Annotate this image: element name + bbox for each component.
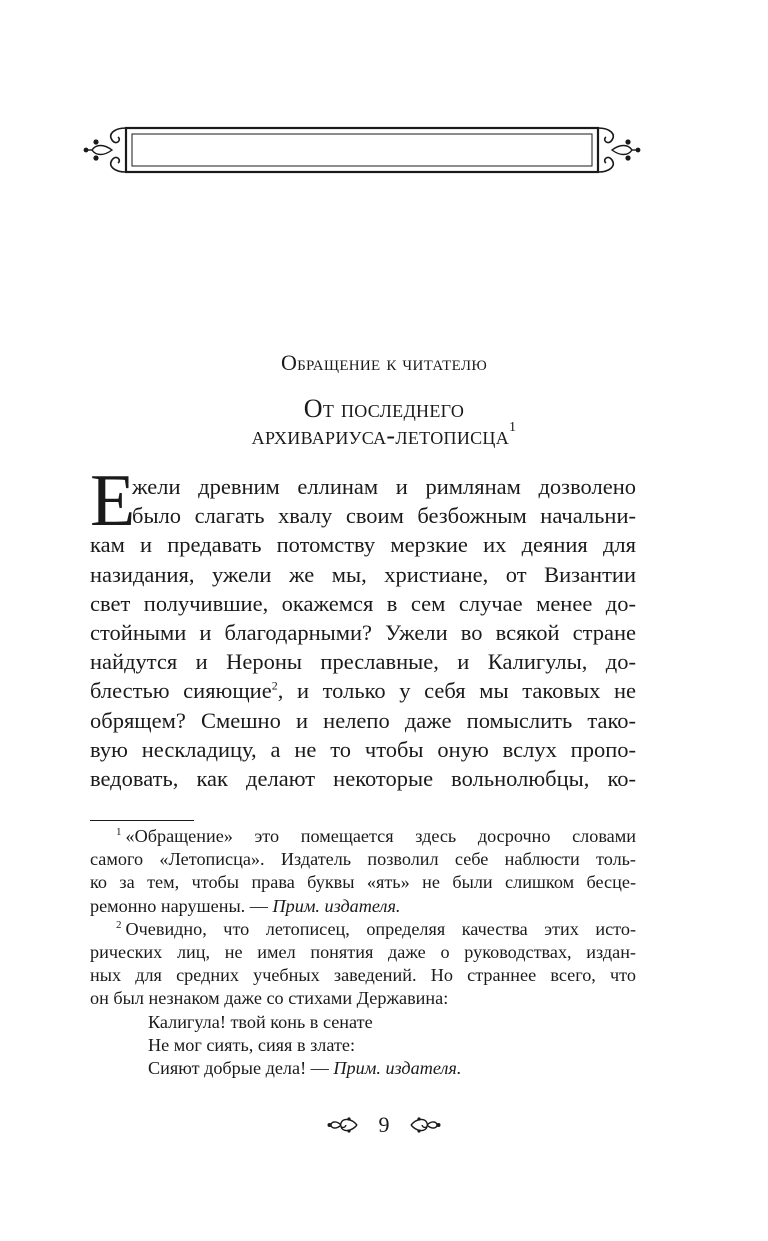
footnote-text: «Обращение» это помещается здесь досрочно словами (125, 826, 636, 846)
drop-cap: Е (90, 460, 136, 542)
footnote-2-number: 2 (116, 918, 122, 931)
body-line-part: блестью сияющие (90, 678, 272, 704)
footnotes (90, 825, 636, 1080)
right-flourish-icon (407, 1114, 441, 1136)
page-number: 9 (378, 1111, 390, 1137)
body-line: обрящем? Смешно и нелепо даже помыслить тако- (90, 707, 636, 733)
body-line: назидания, ужели же мы, христиане, от Византии (90, 561, 636, 587)
footnote-2-line: он был незнаком даже со стихами Державина: (90, 988, 449, 1009)
footnote-1-number: 1 (116, 825, 122, 838)
body-line: кам и предавать потомству мерзкие их деяния для (90, 532, 636, 558)
body-line-part: , и только у себя мы таковых не (277, 678, 636, 704)
header-ornament-frame (82, 122, 642, 178)
footnote-1-line: ко за тем, чтобы права буквы «ять» не были слишком бесце- (90, 872, 636, 893)
title-footnote-marker: 1 (509, 420, 517, 436)
footnote-2-attribution: Прим. издателя. (333, 1057, 462, 1078)
chapter-label: Обращение к читателю (280, 350, 488, 375)
body-line: вую нескладицу, а не то чтобы оную вслух пропо- (90, 736, 636, 762)
footnote-2-line: ных для средних учебных заведений. Но страннее всего, что (90, 965, 636, 986)
footnote-1-line (90, 825, 636, 848)
left-flourish-icon (327, 1114, 361, 1136)
body-line: найдутся и Нероны преславные, и Калигулы, до- (90, 649, 636, 675)
body-text (90, 472, 636, 793)
chapter-title-line-1: От последнего (303, 394, 465, 423)
body-line: было слагать хвалу своим безбожным начальни- (132, 503, 636, 529)
footnote-separator (90, 820, 194, 821)
footnote-1-line (90, 895, 636, 918)
footnote-ref-2: 2 (271, 678, 278, 693)
footnote-2-line (90, 918, 636, 941)
verse-line: Не мог сиять, сияя в злате: (148, 1034, 356, 1055)
footnote-1-attribution: Прим. издателя. (272, 895, 401, 916)
footnote-text: Очевидно, что летописец, определяя качества этих исто- (125, 918, 636, 939)
body-line: стойными и благодарными? Ужели во всякой стране (90, 619, 636, 645)
chapter-title-text: архивариуса-летописца (251, 421, 510, 450)
footnote-text: ремонно нарушены. — (90, 895, 273, 916)
chapter-title-line-2 (0, 421, 768, 451)
body-line: свет получившие, окажемся в сем случае менее до- (90, 590, 636, 616)
body-line: жели древним еллинам и римлянам дозволено (132, 474, 636, 499)
verse-text: Сияют добрые дела! — (148, 1057, 334, 1078)
footnote-2-line: рических лиц, не имел понятия даже о руководствах, издан- (90, 941, 636, 962)
body-line: ведовать, как делают некоторые вольнолюбцы, ко- (90, 765, 636, 791)
footnote-1-line: самого «Летописца». Издатель позволил себе наблюсти толь- (90, 849, 636, 870)
verse-line (90, 1057, 636, 1080)
body-line (90, 676, 636, 705)
verse-line: Калигула! твой конь в сенате (148, 1011, 373, 1032)
page-number-area (0, 1110, 768, 1138)
